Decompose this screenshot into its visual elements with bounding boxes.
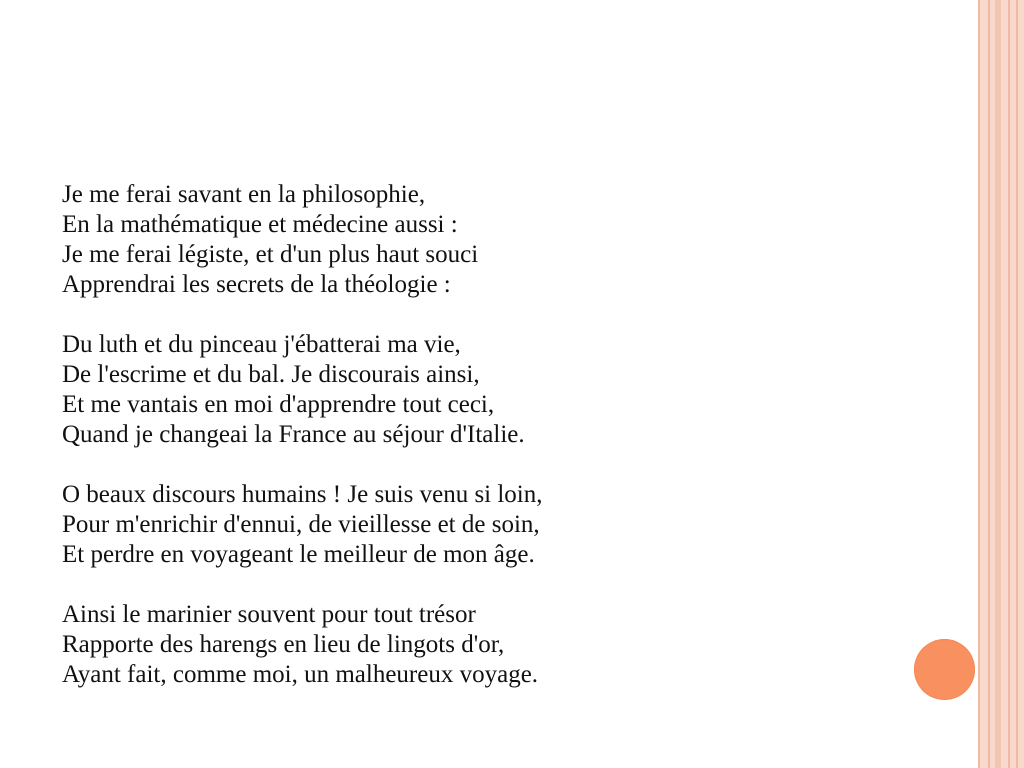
poem-line: Rapporte des harengs en lieu de lingots d'or,	[62, 631, 505, 658]
stanza-4	[62, 600, 902, 690]
border-stripe	[988, 0, 990, 768]
poem-line: Ainsi le marinier souvent pour tout trésor	[62, 601, 476, 628]
poem-line: Et me vantais en moi d'apprendre tout ceci,	[62, 391, 495, 418]
poem-line: Et perdre en voyageant le meilleur de mon âge.	[62, 541, 535, 568]
poem-line: Je me ferai savant en la philosophie,	[62, 181, 426, 208]
stanza-3	[62, 480, 902, 570]
border-stripe	[995, 0, 1001, 768]
poem-line: En la mathématique et médecine aussi :	[62, 211, 458, 238]
stanza-1	[62, 180, 902, 300]
accent-circle-decoration	[914, 639, 975, 700]
border-stripe	[978, 0, 980, 768]
poem-line: O beaux discours humains ! Je suis venu si loin,	[62, 481, 543, 508]
poem-line: Pour m'enrichir d'ennui, de vieillesse et de soin,	[62, 511, 540, 538]
stanza-2	[62, 330, 902, 450]
poem-line: Ayant fait, comme moi, un malheureux voyage.	[62, 661, 539, 688]
poem-line: Du luth et du pinceau j'ébatterai ma vie,	[62, 331, 461, 358]
border-stripe	[1016, 0, 1018, 768]
border-stripe	[1008, 0, 1010, 768]
poem-text	[62, 180, 902, 690]
poem-line: De l'escrime et du bal. Je discourais ainsi,	[62, 361, 480, 388]
poem-line: Quand je changeai la France au séjour d'Italie.	[62, 421, 525, 448]
poem-line: Apprendrai les secrets de la théologie :	[62, 271, 451, 298]
poem-line: Je me ferai légiste, et d'un plus haut souci	[62, 241, 479, 268]
